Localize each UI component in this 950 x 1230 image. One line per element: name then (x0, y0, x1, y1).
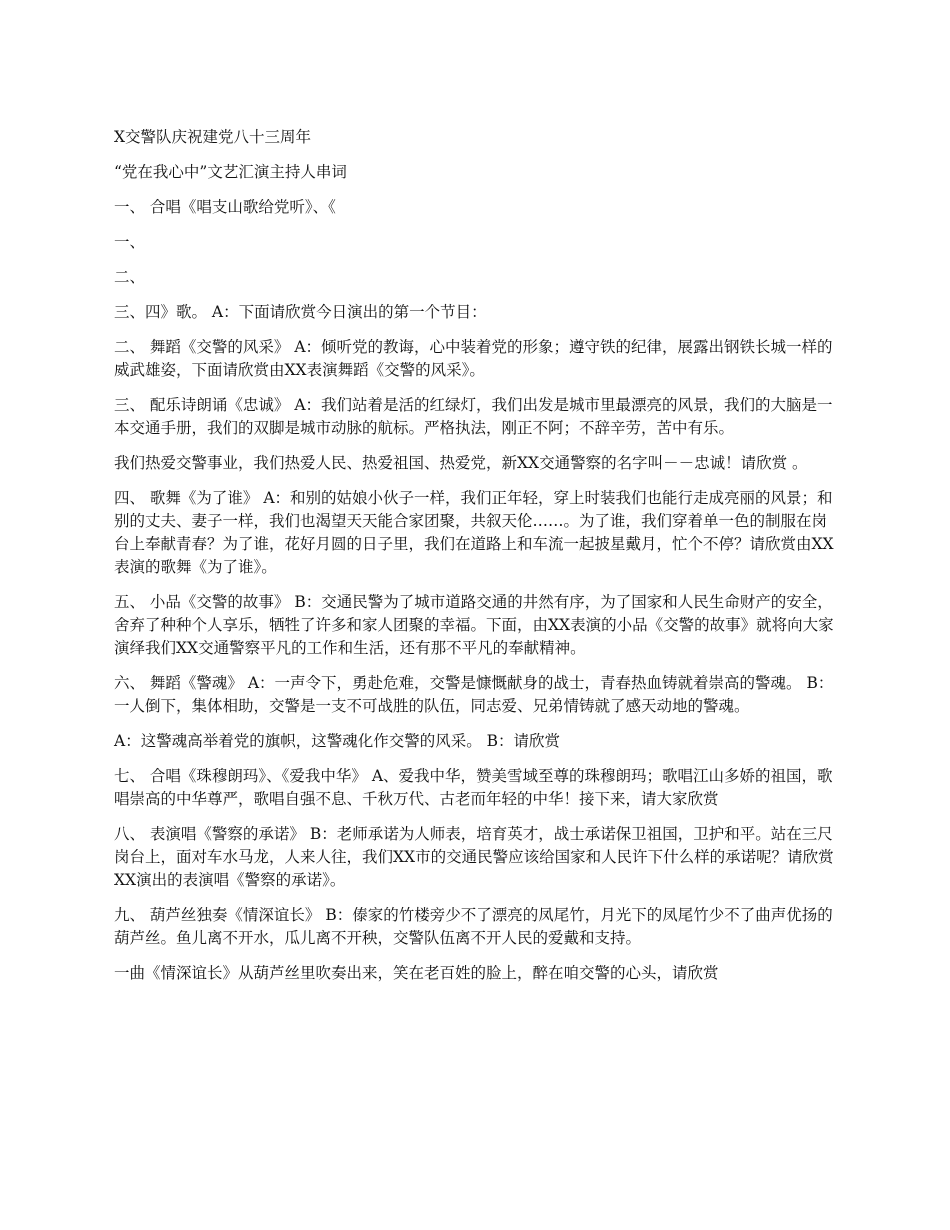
doc-subtitle: “党在我心中”文艺汇演主持人串词 (114, 163, 347, 181)
paragraph: 我们热爱交警事业，我们热爱人民、热爱祖国、热爱党，新XX交通警察的名字叫－－忠诚！请欣赏 。 (114, 454, 808, 472)
document-body (114, 126, 840, 997)
paragraph: 八、 表演唱《警察的承诺》 B：老师承诺为人师表，培育英才，战士承诺保卫祖国，卫护和平。站在三尺岗台上，面对车水马龙，人来人往，我们XX市的交通民警应该给国家和人民许下什么样的承诺呢？请欣赏XX演出的表演唱《警察的承诺》。 (114, 825, 834, 889)
paragraph: 六、 舞蹈《警魂》 A：一声令下，勇赴危难，交警是慷慨献身的战士，青春热血铸就着崇高的警魂。 B：一人倒下，集体相助，交警是一支不可战胜的队伍，同志爱、兄弟情铸就了感天动地的警魂。 (114, 674, 834, 715)
paragraph: 一、 合唱《唱支山歌给党听》、《 (114, 198, 336, 216)
paragraph: 七、 合唱《珠穆朗玛》、《爱我中华》 A、爱我中华，赞美雪域至尊的珠穆朗玛；歌唱江山多娇的祖国，歌唱崇高的中华尊严，歌唱自强不息、千秋万代、古老而年轻的中华！接下来，请大家欣赏 (114, 767, 833, 808)
paragraph: 五、 小品《交警的故事》 B：交通民警为了城市道路交通的井然有序，为了国家和人民生命财产的安全，舍弃了种种个人享乐，牺牲了许多和家人团聚的幸福。下面，由XX表演的小品《交警的故事》就将向大家演绎我们XX交通警察平凡的工作和生活，还有那不平凡的奉献精神。 (114, 593, 834, 657)
doc-title: X交警队庆祝建党八十三周年 (114, 128, 312, 146)
paragraph: 三、四》歌。 A：下面请欣赏今日演出的第一个节目： (114, 303, 487, 321)
paragraph: 三、 配乐诗朗诵《忠诚》 A：我们站着是活的红绿灯，我们出发是城市里最漂亮的风景，我们的大脑是一本交通手册，我们的双脚是城市动脉的航标。严格执法，刚正不阿；不辞辛劳，苦中有乐。 (114, 396, 833, 437)
paragraph: 二、 (114, 268, 146, 286)
paragraph: 四、 歌舞《为了谁》 A：和别的姑娘小伙子一样，我们正年轻，穿上时装我们也能行走成亮丽的风景；和别的丈夫、妻子一样，我们也渴望天天能合家团聚，共叙天伦……。为了谁，我们穿着单一色的制服在岗台上奉献青春？为了谁，花好月圆的日子里，我们在道路上和车流一起披星戴月，忙个不停？请欣赏由XX表演的歌舞《为了谁》。 (114, 489, 834, 576)
paragraph: 一、 (114, 233, 146, 251)
paragraph: 一曲《情深谊长》从葫芦丝里吹奏出来，笑在老百姓的脸上，醉在咱交警的心头，请欣赏 (114, 964, 719, 982)
paragraph: 二、 舞蹈《交警的风采》 A：倾听党的教诲，心中装着党的形象；遵守铁的纪律，展露出钢铁长城一样的威武雄姿，下面请欣赏由XX表演舞蹈《交警的风采》。 (114, 338, 833, 379)
paragraph: 九、 葫芦丝独奏《情深谊长》 B：傣家的竹楼旁少不了漂亮的凤尾竹，月光下的凤尾竹少不了曲声优扬的葫芦丝。鱼儿离不开水，瓜儿离不开秧，交警队伍离不开人民的爱戴和支持。 (114, 906, 833, 947)
paragraph: A：这警魂高举着党的旗帜，这警魂化作交警的风采。 B：请欣赏 (114, 732, 561, 750)
